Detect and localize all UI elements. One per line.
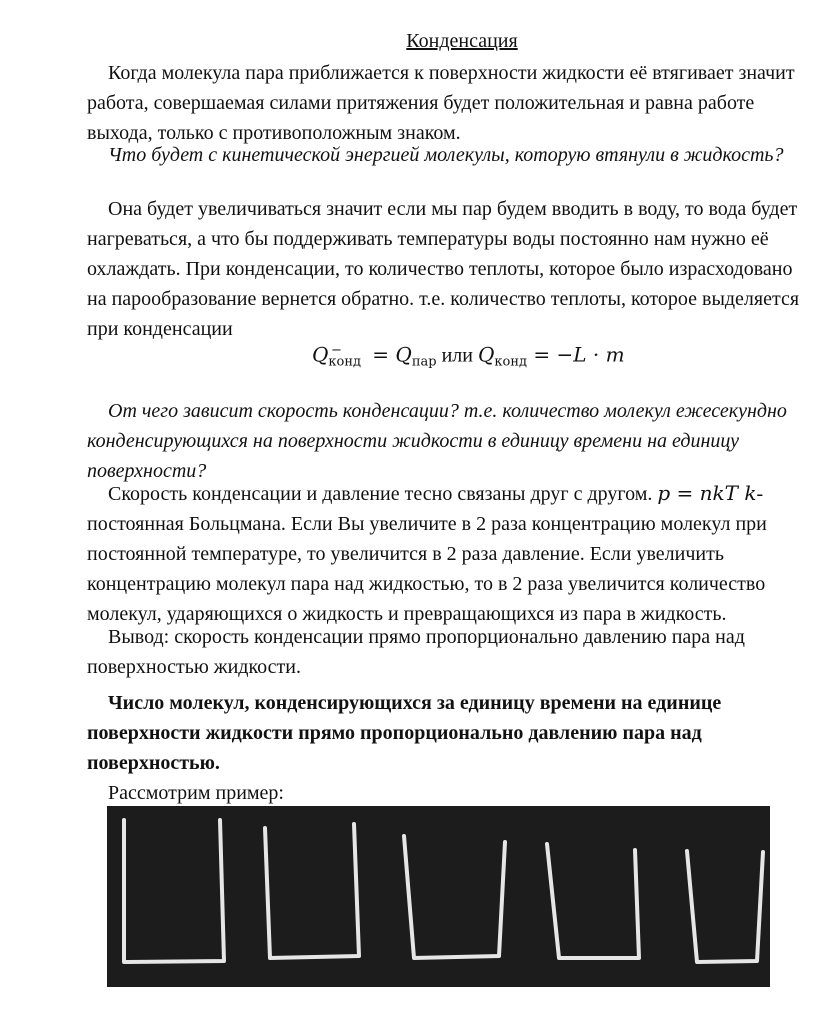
formula-q: Q (312, 342, 329, 367)
vessel-4 (547, 844, 639, 958)
condensation-heat-formula (312, 336, 625, 378)
formula-rhs: = −L · m (527, 342, 625, 367)
pressure-text-rest: -постоянная Больцмана. Если Вы увеличите в 2 раза концентрацию молекул при постоянной температуре, то увеличится в 2 раза давление. Если увеличить концентрацию молекул пара над жидкостью, то в 2 раза увеличится количество молекул, ударяющихся о жидкость и превращающихся из пара в жидкость. (87, 483, 767, 625)
formula-eq: = (365, 342, 396, 367)
formula-sub-cond2: конд (494, 354, 527, 370)
pressure-text-start: Скорость конденсации и давление тесно связаны друг с другом. (108, 483, 658, 505)
formula-sub-cond: конд (328, 354, 362, 370)
pressure-formula: p = nkT k (657, 481, 757, 505)
formula-q3: Q (477, 342, 495, 367)
formula-sub-vap: пар (411, 354, 437, 370)
paragraph-bold-rule: Число молекул, конденсирующихся за единицу времени на единице поверхности жидкости прямо пропорционально давлению пара над поверхностью. (87, 692, 722, 774)
paragraph-conclusion: Вывод: скорость конденсации прямо пропорционально давлению пара над поверхностью жидкости. (87, 626, 745, 678)
paragraph-example: Рассмотрим пример: (108, 782, 284, 804)
paragraph-heating: Она будет увеличиваться значит если мы пар будем вводить в воду, то вода будет нагреваться, а что бы поддерживать температуры воды постоянно нам нужно её охлаждать. При конденсации, то количество теплоты, которое было израсходовано на парообразование вернется обратно. т.е. количество теплоты, которое выделяется при конденсации (87, 198, 800, 340)
chalkboard-image (107, 806, 770, 987)
vessel-3 (404, 836, 505, 958)
paragraph-pressure (87, 478, 815, 629)
vessel-2 (265, 824, 359, 958)
vessel-1 (124, 820, 224, 962)
formula-q2: Q (395, 342, 412, 367)
chalkboard-drawing (107, 806, 770, 987)
paragraph-intro: Когда молекула пара приближается к поверхности жидкости её втягивает значит работа, совершаемая силами притяжения будет положительная и равна работе выхода, только с противоположным знаком. (87, 62, 795, 144)
page-title: Конденсация (406, 30, 518, 52)
vessel-5 (687, 851, 763, 962)
formula-or: или (436, 344, 478, 367)
question-condensation-rate: От чего зависит скорость конденсации? т.е. количество молекул ежесекундно конденсирующихся на поверхности жидкости в единицу времени на единицу поверхности? (87, 400, 787, 482)
formula-sup-minus: − (331, 343, 342, 358)
question-kinetic-energy: Что будет с кинетической энергией молекулы, которую втянули в жидкость? (108, 144, 784, 166)
